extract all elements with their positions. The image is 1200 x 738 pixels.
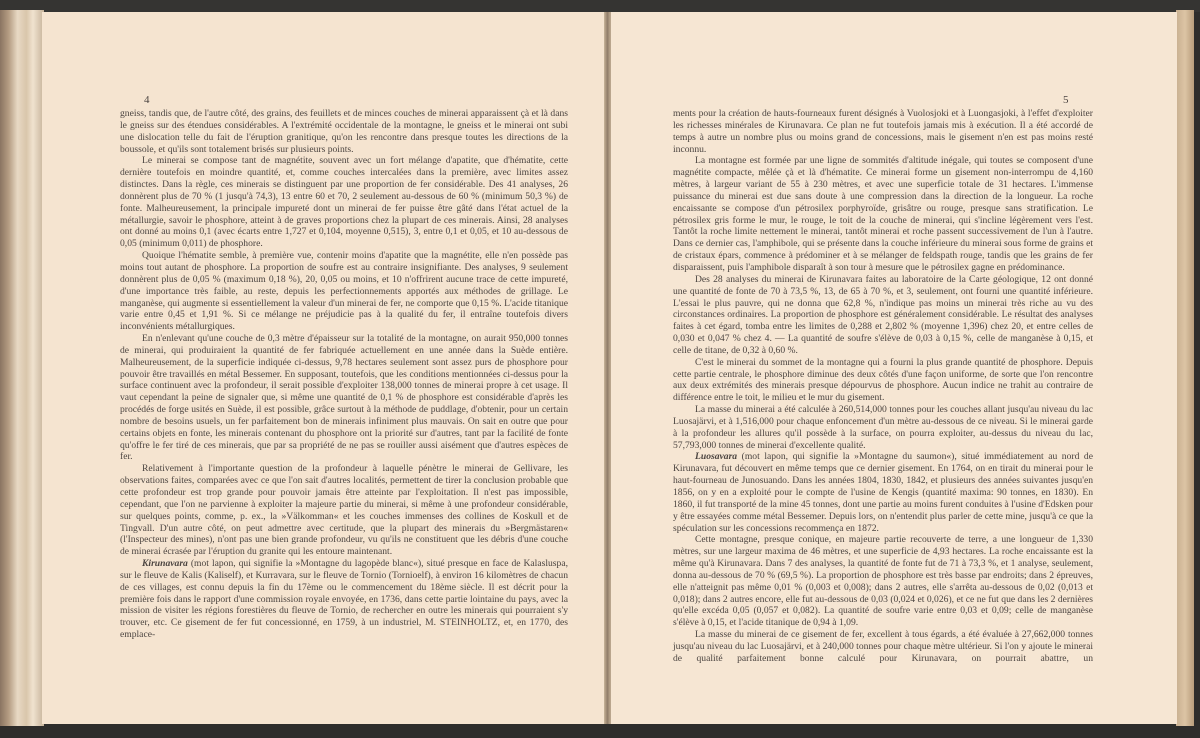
paragraph-text: (mot lapon, qui signifie la »Montagne du saumon«), situé immédiatement au nord de Kirunavara, fut découvert en même temps que ce dernier gisement. En 1764, on en tirait du minerai pour le haut-fourneau de Junosuando. Dans les années 1804, 1830, 1842, et plusieurs des années suivantes jusqu'en 1856, on y en a exploité pour le compte de l'usine de Kengis (quantité maxima: 90 tonnes, en 1830). En 1860, il fut transporté de la mine 45 tonnes, dont une partie au moins furent conduites à l'usine d'Edsken pour y être essayées comme métal Bessemer. Depuis lors, on n'entendit plus parler de cette mine, jusqu'à ce que la spéculation sur les concessions recommença en 1872. (673, 451, 1093, 534)
place-name-heading: Luosavara (695, 451, 738, 463)
page-number: 5 (1063, 94, 1069, 106)
paragraph: En n'enlevant qu'une couche de 0,3 mètre d'épaisseur sur la totalité de la montagne, on aurait 950,000 tonnes de minerai, qui produiraient la quantité de fer fabriquée actuellement en une année dans la Suède entière. Malheureusement, de la superficie indiquée ci-dessus, 9,78 hectares seulement sont assez purs de phosphore pour pouvoir être travaillés en métal Bessemer. En supposant, toutefois, que les conditions mentionnées ci-dessus pour la surface continuent avec la profondeur, il serait possible d'exploiter 138,000 tonnes de minerai propre à cet usage. Il vaut cependant la peine de signaler que, si même une quantité de 0,1 % de phosphore est considérable d'après les procédés de forge usités en Suède, il est possible, grâce surtout à la méthode de puddlage, d'obtenir, pour un certain nombre de besoins usuels, un fer parfaitement bon de minerais infiniment plus mauvais. On sait en outre que pour certains objets en fonte, les minerais contenant du phosphore ont la priorité sur d'autres, tant par la facilité de fonte qu'offre le fer tiré de ces minerais, que par sa propriété de ne pas se rouiller aussi aisément que d'autres espèces de fer. (120, 333, 568, 463)
paragraph: La montagne est formée par une ligne de sommités d'altitude inégale, qui toutes se composent d'une magnétite compacte, mêlée çà et là d'hématite. Ce minerai forme un gisement non-interrompu de 4,160 mètres, à largeur variant de 55 à 230 mètres, et avec une superficie totale de 31 hectares. L'immense puissance du minerai est due sans doute à une compression dans la direction de la longueur. La roche encaissante se compose d'un pétrosilex porphyroïde, grisâtre ou rouge, presque sans stratification. Le pétrosilex gris forme le mur, le rouge, le toit de la couche de minerai, qui s'incline légèrement vers l'est. Tantôt la roche limite nettement le minerai, tantôt minerai et roche passent successivement de l'un à l'autre. Dans ce dernier cas, l'amphibole, qui se présente dans la couche inférieure du minerai sous forme de grains et de cristaux épars, commence à prédominer et à se mélanger de feldspath rouge, tandis que les grains de fer disparaissent, puis l'amphibole disparaît à son tour à mesure que le pétrosilex gagne en prédominance. (673, 155, 1093, 273)
paragraph: La masse du minerai de ce gisement de fer, excellent à tous égards, a été évaluée à 27,662,000 tonnes jusqu'au niveau du lac Luosajärvi, et à 240,000 tonnes pour chaque mètre ultérieur. Si l'on y ajoute le minerai de qualité parfaitement bonne calculé pour Kirunavara, on pourrait abattre, un (673, 629, 1093, 664)
paragraph: gneiss, tandis que, de l'autre côté, des grains, des feuillets et de minces couches de minerai apparaissent çà et là dans le gneiss sur des étendues considérables. A l'extrémité occidentale de la montagne, le gneiss et le minerai ont subi une dislocation telle du fait de l'éruption granitique, qu'on les rencontre dans presque toutes les directions de la boussole, et qu'ils sont totalement brisés sur plusieurs points. (120, 108, 568, 155)
place-name-heading: Kirunavara (142, 558, 188, 570)
paragraph: C'est le minerai du sommet de la montagne qui a fourni la plus grande quantité de phosphore. Depuis cette partie centrale, le phosphore diminue des deux côtés d'une façon uniforme, de sorte que l'on rencontre aux deux extrémités des minerais presque dépourvus de phosphore. Aucun indice ne trahit au contraire de différence entre le toit, le milieu et le mur du gisement. (673, 356, 1093, 404)
paragraph (673, 451, 1093, 534)
page-number: 4 (144, 94, 150, 106)
page-body-text (120, 108, 568, 641)
book-cover-left-edge (0, 10, 44, 726)
paragraph: Cette montagne, presque conique, en majeure partie recouverte de terre, a une longueur de 1,330 mètres, sur une largeur maxima de 46 mètres, et une superficie de 4,93 hectares. La roche encaissante est la même qu'à Kirunavara. Dans 7 des analyses, la quantité de fonte fut de 71 à 73,3 %, et 1 analyse, seulement, donna au-dessous de 70 % (69,5 %). La proportion de phosphore est très basse par endroits; dans 2 épreuves, elle n'atteignit pas même 0,01 % (0,003 et 0,008); dans 2 autres, elle s'arrêta au-dessous de 0,02 (0,013 et 0,018); dans 2 autres encore, elle fut au-dessous de 0,03 (0,024 et 0,026), et ce ne fut que dans les 2 dernières qu'elle excéda 0,05 (0,057 et 0,082). La quantité de soufre varie entre 0,03 et 0,09; celle de manganèse s'élève à 0,15, et l'acide titanique de 0,94 à 1,09. (673, 534, 1093, 629)
paragraph: La masse du minerai a été calculée à 260,514,000 tonnes pour les couches allant jusqu'au niveau du lac Luosajärvi, et à 1,516,000 pour chaque enfoncement d'un mètre au-dessous de ce niveau. Si le minerai garde à la profondeur les allures qu'il possède à la surface, on pourra exploiter, au-dessus du niveau du lac, 57,793,000 tonnes de minerai d'excellente qualité. (673, 404, 1093, 451)
paragraph: Des 28 analyses du minerai de Kirunavara faites au laboratoire de la Carte géologique, 12 ont donné une quantité de fonte de 70 à 73,5 %, 13, de 65 à 70 %, et 3, seulement, ont fourni une quantité inférieure. L'essai le plus pauvre, qui ne donna que 62,8 %, n'indique pas moins un minerai très riche au vu des circonstances ordinaires. La proportion de phosphore est généralement considérable. Le résultat des analyses faites à cet égard, tomba entre les limites de 0,288 et 2,802 % (moyenne 1,396) chez 20, et entre celles de 0,030 et 0,047 % chez 4. — La quantité de soufre s'élève de 0,03 à 0,15 %, celle de manganèse à 0,15, et celle de titane, de 0,32 à 0,60 %. (673, 273, 1093, 356)
right-page (610, 12, 1177, 724)
paragraph: Le minerai se compose tant de magnétite, souvent avec un fort mélange d'apatite, que d'hématite, cette dernière toutefois en moindre quantité, et, comme couches intercalées dans la première, avec limites assez distinctes. Dans la règle, ces minerais se distinguent par une proportion de fer considérable. Des 41 analyses, 26 donnèrent plus de 70 % (1 jusqu'à 74,3), 13 entre 60 et 70, 2 seulement au-dessous de 60 % (minimum 50,3 %) de fonte. Malheureusement, la principale impureté dont un minerai de fer puisse être gâté dans l'état actuel de la métallurgie, savoir le phosphore, atteint à de graves proportions chez la plupart de ces minerais. Ainsi, 28 analyses ont donné au moins 0,1 (avec écarts entre 1,727 et 0,104, moyenne 0,515), 3, entre 0,1 et 0,05, et 10 au-dessous de 0,05 (minimum 0,011) de phosphore. (120, 155, 568, 250)
page-body-text (673, 108, 1093, 665)
book-cover-right-edge (1176, 10, 1194, 726)
paragraph: Quoique l'hématite semble, à première vue, contenir moins d'apatite que la magnétite, elle n'en possède pas moins tout autant de phosphore. La proportion de soufre est au contraire insignifiante. Des analyses, 9 seulement donnèrent plus de 0,05 % (maximum 0,18 %), 20, 0,05 ou moins, et 10 n'offrirent aucune trace de cette impureté, d'une importance très faible, au reste, depuis les perfectionnements apportés aux méthodes de grillage. Le manganèse, qui augmente si essentiellement la valeur d'un minerai de fer, ne comporte que 0,15 %. L'acide titanique varie entre 0,45 et 1,91 %. Si ce mélange ne préjudicie pas à la qualité du fer, il entraîne toutefois divers inconvénients métallurgiques. (120, 250, 568, 333)
paragraph: ments pour la création de hauts-fourneaux furent désignés à Vuolosjoki et à Luongasjoki, à l'effet d'exploiter les richesses minérales de Kirunavara. Ce plan ne fut toutefois jamais mis à exécution. Il a été accordé de temps à autre un nombre plus ou moins grand de concessions, mais le gisement n'en est pas moins resté inconnu. (673, 108, 1093, 155)
scan-background-top (0, 0, 1200, 12)
paragraph: Relativement à l'importante question de la profondeur à laquelle pénètre le minerai de Gellivare, les observations faites, comparées avec ce que l'on sait d'autres localités, permettent de tirer la conclusion probable que cette profondeur est trop grande pour pouvoir jamais être atteinte par l'exploitation. Il n'est pas impossible, cependant, que l'on ne parvienne à exploiter la majeure partie du minerai, si même à une profondeur considérable, sur quelques points, comme, p. ex., la »Välkomman« et les couches immenses des collines de Koskull et de Tingvall. D'un autre côté, on peut admettre avec certitude, que la plupart des minerais du »Bergmästaren« (l'Inspecteur des mines), n'ont pas une bien grande profondeur, vu qu'ils ne constituent que les débris d'une couche de minerai écrasée par l'éruption du granite qui les entoure maintenant. (120, 463, 568, 558)
paragraph (120, 558, 568, 641)
left-page (42, 12, 605, 724)
paragraph-text: (mot lapon, qui signifie la »Montagne du lagopède blanc«), situé presque en face de Kalasluspa, sur le fleuve de Kalis (Kaliself), et Kurravara, sur le fleuve de Tornio (Tornioelf), à environ 16 kilomètres de chacun de ces villages, est connu depuis la fin du 17ème ou le commencement du 18ème siècle. Il est décrit pour la première fois dans le rapport d'une commission royale envoyée, en 1736, dans cette partie lointaine du pays, avec la mission de visiter les régions forestières du fleuve de Tornio, de rechercher en outre les minerais qui pourraient s'y trouver, etc. Ce gisement de fer fut concessionné, en 1759, à un industriel, M. STEINHOLTZ, et, en 1770, des emplace- (120, 558, 568, 641)
